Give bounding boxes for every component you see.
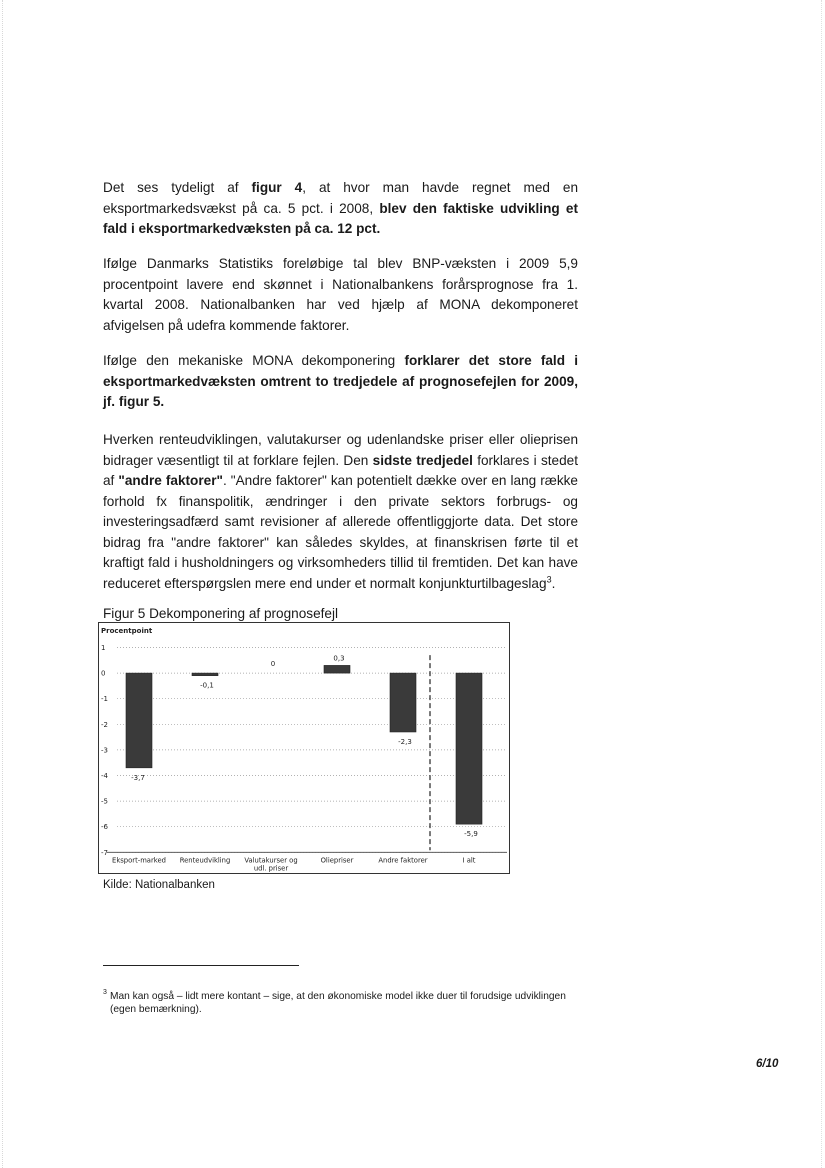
footnote-divider xyxy=(103,965,299,966)
bar-value-label: -5,9 xyxy=(464,830,478,839)
p4-text-3: . "Andre faktorer" kan potentielt dække over en lang række forhold fx finanspolitik, ændringer i den private sektors forbrugs- og investeringsadfærd samt revisioner af allerede offentliggjorte data. Det store bidrag fra "andre faktorer" kan således skyldes, at finanskrisen førte til et kraftigt fald i husholdningers og virksomheders tillid til fremtiden. Det kan have reduceret efterspørgslen mere end under et normalt konjunkturtilbageslag xyxy=(103,473,578,591)
chart-container xyxy=(98,622,510,874)
y-tick-label: -7 xyxy=(101,848,108,857)
page-edge-left xyxy=(2,0,3,1168)
bar xyxy=(324,665,350,673)
bar-value-label: -0,1 xyxy=(200,681,214,690)
y-tick-label: -3 xyxy=(101,746,108,755)
bar-value-label: 0,3 xyxy=(333,654,345,663)
footnote-number: 3 xyxy=(103,989,107,996)
x-tick-label: Valutakurser og xyxy=(244,856,298,865)
p4-text-1: Hverken renteudviklingen, valutakurser og udenlandske priser eller olieprisen bidrager væsentligt til at forklare fejlen. Den xyxy=(103,432,578,468)
y-tick-label: -5 xyxy=(101,797,108,806)
p4-text-2: forklares i stedet af xyxy=(103,452,578,488)
x-tick-label: Eksport-marked xyxy=(112,856,166,865)
p1-text-2: , at hvor man havde regnet med en eksportmarkedsvækst på ca. 5 pct. i 2008, xyxy=(103,180,579,216)
x-tick-label: Oliepriser xyxy=(320,856,354,865)
bar xyxy=(390,673,416,732)
p1-bold-conclusion: blev den faktiske udvikling et fald i eksportmarkedvæksten på ca. 12 pct. xyxy=(103,200,578,236)
bar xyxy=(192,673,218,676)
figure-title: Figur 5 Dekomponering af prognosefejl xyxy=(103,606,339,621)
bar xyxy=(126,673,152,768)
x-tick-label: I alt xyxy=(462,856,476,865)
p4-footnote-ref[interactable]: 3 xyxy=(546,573,552,584)
figure-source: Kilde: Nationalbanken xyxy=(103,879,215,891)
paragraph-andre-faktorer xyxy=(103,430,578,594)
bar-chart xyxy=(99,623,511,875)
p4-bold-1: sidste tredjedel xyxy=(372,452,473,468)
page-edge-right xyxy=(821,0,822,1168)
p4-bold-2: "andre faktorer" xyxy=(118,473,223,488)
x-tick-label: Renteudvikling xyxy=(179,856,231,865)
footnote-text: Man kan også – lidt mere kontant – sige, at den økonomiske model ikke duer til forudsige udviklingen (egen bemærkning). xyxy=(110,991,566,1015)
p1-text-1: Det ses tydeligt af xyxy=(103,180,252,195)
p1-figure-ref: figur 4 xyxy=(251,180,303,195)
bar-value-label: 0 xyxy=(270,660,276,669)
bar-value-label: -2,3 xyxy=(398,737,412,746)
page-number: 6/10 xyxy=(756,1058,779,1070)
bar-value-label: -3,7 xyxy=(131,773,145,782)
p2-text: Ifølge Danmarks Statistiks foreløbige tal blev BNP-væksten i 2009 5,9 procentpoint lavere end skønnet i Nationalbankens forårsprognose fra 1. kvartal 2008. Nationalbanken har ved hjælp af MONA dekomponeret afvigelsen på udefra kommende faktorer. xyxy=(103,256,578,333)
bar xyxy=(456,673,482,824)
x-tick-label: udl. priser xyxy=(253,864,289,873)
y-tick-label: -1 xyxy=(101,695,108,704)
y-tick-label: 0 xyxy=(101,669,106,678)
paragraph-eksportmarked xyxy=(103,178,578,240)
paragraph-bnp xyxy=(103,254,578,336)
x-tick-label: Andre faktorer xyxy=(378,856,428,865)
p3-text-1: Ifølge den mekaniske MONA dekomponering xyxy=(103,353,405,368)
p3-bold-conclusion: forklarer det store fald i eksportmarkedvæksten omtrent to tredjedele af prognosefejlen for 2009, jf. figur 5. xyxy=(103,353,579,409)
paragraph-mona xyxy=(103,351,578,413)
y-tick-label: -4 xyxy=(101,772,108,780)
y-tick-label: -6 xyxy=(101,823,108,832)
y-axis-label: Procentpoint xyxy=(101,627,153,635)
y-tick-label: -2 xyxy=(101,720,108,729)
p4-text-4: . xyxy=(551,575,556,591)
footnote xyxy=(103,990,583,1016)
y-tick-label: 1 xyxy=(101,644,106,652)
